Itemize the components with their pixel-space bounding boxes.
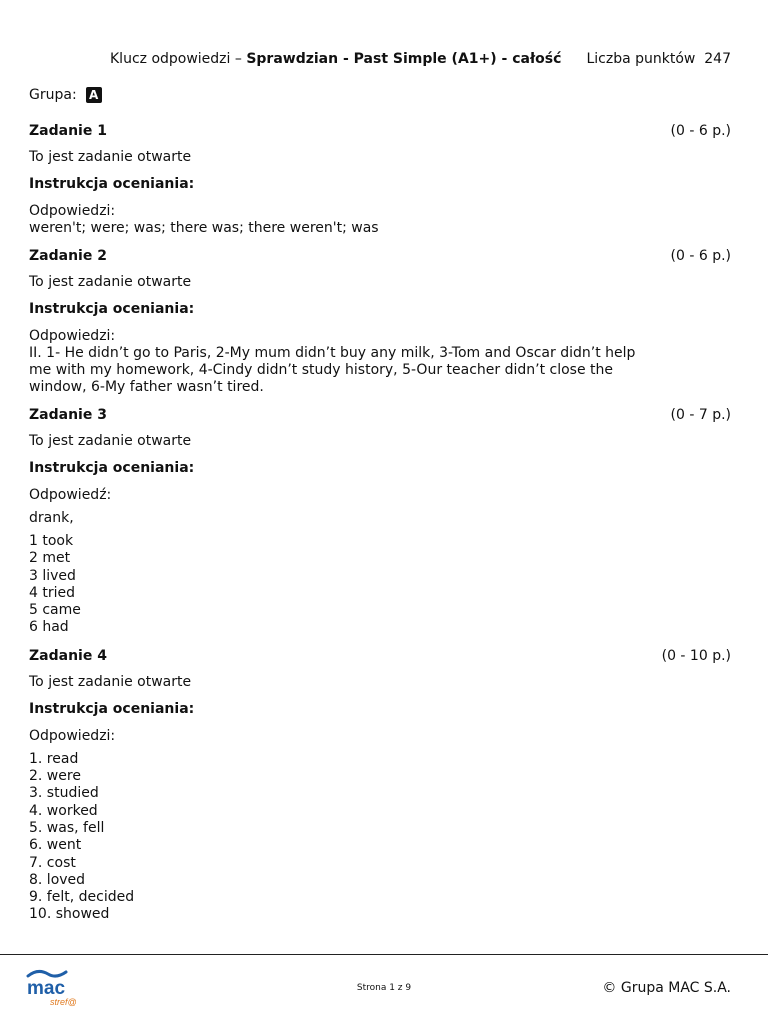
document-title: Klucz odpowiedzi – Sprawdzian - Past Simple (A1+) - całość — [110, 51, 562, 67]
task-title: Zadanie 2 — [29, 248, 107, 264]
list-item: 5. was, fell — [29, 819, 105, 836]
list-item: 3. studied — [29, 785, 99, 802]
grading-instruction-label: Instrukcja oceniania: — [29, 176, 195, 192]
task-3 — [29, 406, 731, 637]
answer-text: II. 1- He didn’t go to Paris, 2-My mum didn’t buy any milk, 3-Tom and Oscar didn’t help me with my homework, 4-Cindy didn’t study history, 5-Our teacher didn’t close the window, 6-My father wasn’t tired. — [29, 345, 636, 395]
task-points: (0 - 6 p.) — [670, 248, 731, 264]
page-number: Strona 1 z 9 — [356, 983, 412, 993]
task-points: (0 - 10 p.) — [661, 647, 731, 664]
logo-text: mac — [27, 978, 66, 999]
list-item: 5 came — [29, 602, 81, 619]
document-header — [0, 51, 768, 71]
document-title-bold: Sprawdzian - Past Simple (A1+) - całość — [246, 51, 562, 67]
answer-text: weren't; were; was; there was; there weren't; was — [29, 220, 379, 236]
list-item: 3 lived — [29, 567, 76, 584]
task-4 — [29, 647, 731, 924]
group-label: Grupa: — [29, 87, 77, 103]
answer-list — [29, 751, 731, 924]
group-indicator — [29, 87, 102, 103]
list-item: 6. went — [29, 837, 82, 854]
answers-label: Odpowiedzi: — [29, 727, 116, 744]
list-item: 2. were — [29, 768, 81, 785]
task-type: To jest zadanie otwarte — [29, 433, 192, 449]
list-item: 6 had — [29, 619, 69, 636]
list-item: 1 took — [29, 533, 74, 549]
answer-first-line: drank, — [29, 510, 74, 526]
task-points: (0 - 7 p.) — [670, 407, 731, 423]
answers-label: Odpowiedzi: — [29, 328, 116, 344]
task-2 — [29, 247, 731, 396]
task-points: (0 - 6 p.) — [670, 123, 731, 139]
list-item: 8. loved — [29, 871, 86, 888]
list-item: 2 met — [29, 550, 71, 567]
grading-instruction-label: Instrukcja oceniania: — [29, 460, 195, 476]
answers-label: Odpowiedzi: — [29, 203, 116, 219]
task-type: To jest zadanie otwarte — [29, 673, 192, 690]
total-points-value: 247 — [704, 51, 731, 67]
task-title: Zadanie 1 — [29, 123, 107, 139]
logo-subtext: stref@ — [50, 997, 77, 1007]
list-item: 4. worked — [29, 802, 98, 819]
task-type: To jest zadanie otwarte — [29, 274, 192, 290]
copyright: © Grupa MAC S.A. — [602, 980, 731, 996]
group-badge: A — [86, 87, 102, 103]
list-item: 1. read — [29, 750, 79, 767]
grading-instruction-label: Instrukcja oceniania: — [29, 700, 195, 717]
footer-divider — [0, 954, 768, 955]
list-item: 9. felt, decided — [29, 889, 135, 906]
answer-key-content — [29, 122, 731, 924]
task-title: Zadanie 4 — [29, 647, 107, 664]
answer-list — [29, 533, 731, 637]
task-title: Zadanie 3 — [29, 407, 107, 423]
task-1 — [29, 122, 731, 237]
grading-instruction-label: Instrukcja oceniania: — [29, 301, 195, 317]
task-type: To jest zadanie otwarte — [29, 149, 192, 165]
list-item: 10. showed — [29, 906, 110, 923]
answers-label: Odpowiedź: — [29, 487, 112, 503]
list-item: 4 tried — [29, 584, 75, 601]
total-points: Liczba punktów 247 — [586, 51, 731, 67]
list-item: 7. cost — [29, 854, 76, 871]
